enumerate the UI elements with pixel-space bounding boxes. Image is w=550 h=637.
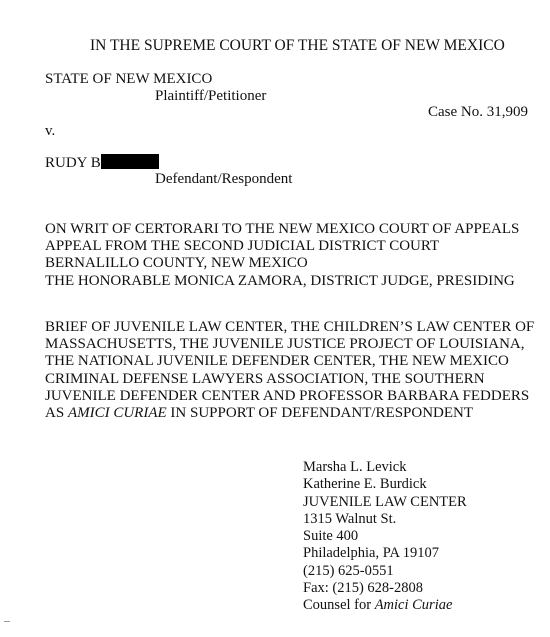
counsel-line: Fax: (215) 628-2808 bbox=[303, 580, 424, 597]
counsel-line: JUVENILE LAW CENTER bbox=[303, 493, 467, 510]
redaction-bar bbox=[101, 154, 159, 169]
plaintiff-name: STATE OF NEW MEXICO bbox=[45, 71, 213, 87]
counsel-line: (215) 625-0551 bbox=[303, 562, 394, 579]
brief-title-block bbox=[45, 319, 534, 422]
counsel-line: Philadelphia, PA 19107 bbox=[303, 545, 440, 562]
brief-line: BRIEF OF JUVENILE LAW CENTER, THE CHILDREN’S LAW CENTER OF bbox=[45, 319, 535, 335]
brief-last-italic: AMICI CURIAE bbox=[67, 405, 167, 422]
counsel-for-italic: Amici Curiae bbox=[374, 597, 453, 614]
counsel-line: Katherine E. Burdick bbox=[303, 476, 427, 493]
counsel-for-prefix: Counsel for bbox=[303, 597, 375, 614]
brief-line-last bbox=[45, 405, 534, 422]
writ-line: BERNALILLO COUNTY, NEW MEXICO bbox=[45, 255, 308, 272]
court-heading: IN THE SUPREME COURT OF THE STATE OF NEW MEXICO bbox=[90, 37, 505, 54]
defendant-role: Defendant/Respondent bbox=[155, 171, 293, 187]
brief-last-prefix: AS bbox=[45, 405, 68, 422]
writ-line: THE HONORABLE MONICA ZAMORA, DISTRICT JUDGE, PRESIDING bbox=[45, 272, 515, 289]
counsel-line: Suite 400 bbox=[303, 528, 359, 545]
versus-label: v. bbox=[45, 123, 56, 139]
defendant-name: RUDY B bbox=[45, 155, 101, 171]
counsel-line: Marsha L. Levick bbox=[303, 459, 407, 475]
brief-line: JUVENILE DEFENDER CENTER AND PROFESSOR BARBARA FEDDERS bbox=[45, 387, 530, 404]
counsel-line: 1315 Walnut St. bbox=[303, 510, 397, 527]
writ-block bbox=[45, 221, 519, 290]
brief-last-suffix: IN SUPPORT OF DEFENDANT/RESPONDENT bbox=[166, 405, 474, 422]
brief-line: CRIMINAL DEFENSE LAWYERS ASSOCIATION, THE SOUTHERN bbox=[45, 370, 485, 387]
plaintiff-role: Plaintiff/Petitioner bbox=[155, 88, 267, 104]
scan-speck bbox=[4, 621, 10, 622]
case-number: Case No. 31,909 bbox=[428, 104, 528, 120]
writ-line: ON WRIT OF CERTORARI TO THE NEW MEXICO COURT OF APPEALS bbox=[45, 221, 520, 237]
writ-line: APPEAL FROM THE SECOND JUDICIAL DISTRICT COURT bbox=[45, 238, 440, 255]
counsel-for-line bbox=[303, 597, 467, 614]
brief-line: THE NATIONAL JUVENILE DEFENDER CENTER, THE NEW MEXICO bbox=[45, 353, 509, 370]
defendant-name-line bbox=[45, 154, 159, 172]
brief-line: MASSACHUSETTS, THE JUVENILE JUSTICE PROJECT OF LOUISIANA, bbox=[45, 336, 525, 353]
counsel-signature-block bbox=[303, 459, 467, 615]
